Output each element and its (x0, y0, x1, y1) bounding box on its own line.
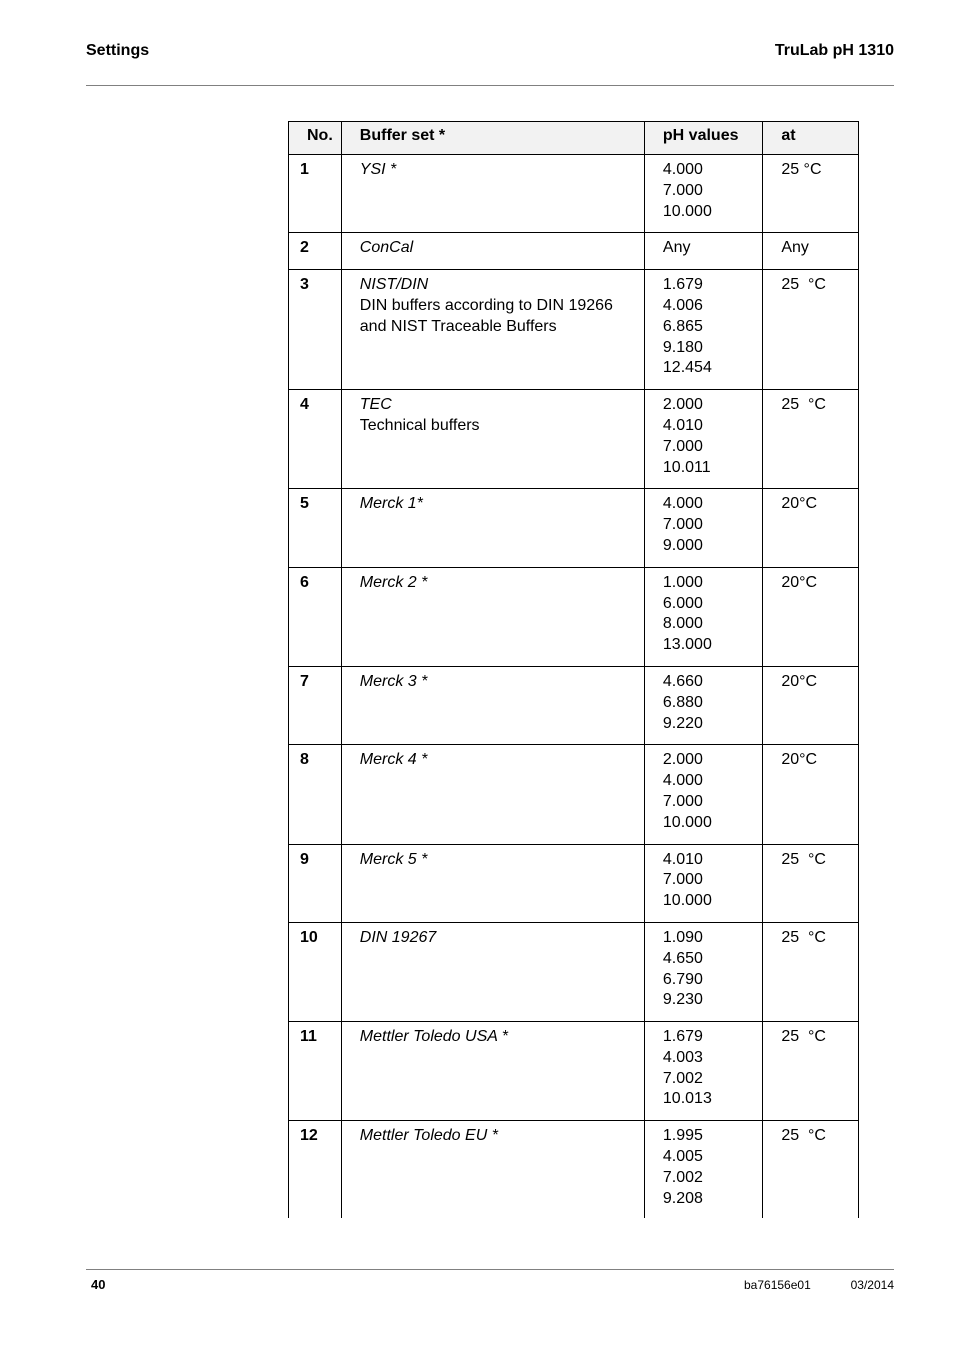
temperature-cell: 25 °C (763, 1121, 859, 1219)
table-row (289, 390, 859, 489)
buffer-set-name: Merck 2 * (359, 573, 428, 591)
ph-value: 1.995 (662, 1127, 703, 1145)
ph-value: 9.000 (662, 536, 703, 554)
ph-value: 7.000 (662, 516, 703, 534)
buffer-set-description: DIN buffers according to DIN 19266 and NIST Traceable Buffers (359, 296, 613, 335)
temperature-cell: 25 °C (763, 922, 859, 1021)
ph-value: 4.000 (662, 495, 703, 513)
page-header (86, 42, 894, 62)
header-divider (86, 85, 894, 86)
ph-value: Any (662, 239, 691, 257)
ph-value: 6.865 (662, 317, 703, 335)
ph-value: 4.000 (662, 161, 703, 178)
row-number: 8 (289, 745, 342, 844)
ph-value: 6.000 (662, 594, 703, 612)
ph-value: 7.000 (662, 792, 703, 810)
column-header-ph-values: pH values (644, 122, 762, 155)
ph-values-cell (644, 567, 762, 666)
buffer-set-name: DIN 19267 (359, 928, 437, 946)
buffer-set-cell (341, 155, 644, 233)
buffer-set-table (288, 121, 859, 1218)
table-row (289, 233, 859, 270)
ph-value: 12.454 (662, 359, 712, 377)
buffer-set-description: Technical buffers (359, 416, 480, 434)
buffer-set-cell (341, 1022, 644, 1121)
temperature-cell: 20°C (763, 567, 859, 666)
footer-divider (86, 1269, 894, 1270)
ph-value: 9.208 (662, 1189, 703, 1207)
ph-values-cell (644, 922, 762, 1021)
ph-value: 10.000 (662, 892, 712, 910)
buffer-set-name: TEC (359, 396, 392, 414)
ph-value: 1.000 (662, 573, 703, 591)
ph-value: 4.006 (662, 296, 703, 314)
temperature-cell: 20°C (763, 745, 859, 844)
buffer-set-name: ConCal (359, 239, 414, 257)
document-id: ba76156e01 (744, 1278, 811, 1292)
document-date: 03/2014 (850, 1278, 894, 1292)
temperature-cell: 25 °C (763, 270, 859, 390)
buffer-set-name: Merck 5 * (359, 850, 428, 868)
page-number: 40 (91, 1277, 106, 1292)
table-row (289, 567, 859, 666)
column-header-at: at (763, 122, 859, 155)
table-body (289, 155, 859, 1219)
ph-value: 4.660 (662, 672, 703, 690)
row-number: 10 (289, 922, 342, 1021)
buffer-set-name: YSI * (359, 161, 397, 178)
temperature-cell: 25 °C (763, 390, 859, 489)
row-number: 2 (289, 233, 342, 270)
ph-value: 2.000 (662, 751, 703, 769)
buffer-set-cell (341, 270, 644, 390)
table-row (289, 666, 859, 744)
ph-value: 1.090 (662, 928, 703, 946)
ph-value: 2.000 (662, 396, 703, 414)
ph-value: 7.000 (662, 181, 703, 199)
buffer-set-cell (341, 666, 644, 744)
row-number: 6 (289, 567, 342, 666)
table-row (289, 745, 859, 844)
buffer-set-name: Merck 4 * (359, 751, 428, 769)
ph-value: 10.000 (662, 813, 712, 831)
row-number: 11 (289, 1022, 342, 1121)
ph-value: 9.220 (662, 714, 703, 732)
ph-values-cell (644, 233, 762, 270)
row-number: 12 (289, 1121, 342, 1219)
ph-value: 9.230 (662, 991, 703, 1009)
section-title: Settings (86, 42, 150, 59)
table-row (289, 489, 859, 567)
ph-values-cell (644, 1022, 762, 1121)
buffer-set-name: NIST/DIN (359, 276, 429, 294)
ph-value: 10.000 (662, 202, 712, 220)
row-number: 9 (289, 844, 342, 922)
ph-value: 7.002 (662, 1168, 703, 1186)
ph-value: 9.180 (662, 338, 703, 356)
ph-values-cell (644, 489, 762, 567)
table-header-row (289, 122, 859, 155)
buffer-set-cell (341, 844, 644, 922)
row-number: 5 (289, 489, 342, 567)
table-row (289, 155, 859, 233)
buffer-set-name: Mettler Toledo USA * (359, 1028, 508, 1046)
ph-value: 1.679 (662, 1028, 703, 1046)
table-row (289, 1022, 859, 1121)
ph-value: 1.679 (662, 276, 703, 294)
ph-value: 6.790 (662, 970, 703, 988)
ph-values-cell (644, 1121, 762, 1219)
buffer-set-cell (341, 390, 644, 489)
ph-value: 4.010 (662, 850, 703, 868)
ph-value: 4.010 (662, 416, 703, 434)
row-number: 3 (289, 270, 342, 390)
column-header-buffer-set: Buffer set * (341, 122, 644, 155)
table-row (289, 1121, 859, 1219)
buffer-set-name: Merck 1* (359, 495, 423, 513)
table-row (289, 270, 859, 390)
column-header-no: No. (289, 122, 342, 155)
buffer-set-cell (341, 489, 644, 567)
row-number: 1 (289, 155, 342, 233)
table-row (289, 844, 859, 922)
buffer-set-cell (341, 745, 644, 844)
row-number: 7 (289, 666, 342, 744)
temperature-cell: 20°C (763, 489, 859, 567)
buffer-set-name: Merck 3 * (359, 672, 428, 690)
ph-value: 4.003 (662, 1048, 703, 1066)
ph-value: 13.000 (662, 636, 712, 654)
temperature-cell: 25 °C (763, 1022, 859, 1121)
ph-values-cell (644, 745, 762, 844)
temperature-cell: 25 °C (763, 155, 859, 233)
ph-values-cell (644, 390, 762, 489)
table-row (289, 922, 859, 1021)
ph-value: 7.000 (662, 437, 703, 455)
ph-value: 4.005 (662, 1148, 703, 1166)
row-number: 4 (289, 390, 342, 489)
ph-values-cell (644, 155, 762, 233)
temperature-cell: Any (763, 233, 859, 270)
buffer-set-cell (341, 567, 644, 666)
ph-value: 7.000 (662, 871, 703, 889)
ph-values-cell (644, 844, 762, 922)
ph-value: 7.002 (662, 1069, 703, 1087)
temperature-cell: 20°C (763, 666, 859, 744)
ph-value: 10.011 (662, 458, 711, 476)
temperature-cell: 25 °C (763, 844, 859, 922)
ph-values-cell (644, 666, 762, 744)
ph-value: 6.880 (662, 693, 703, 711)
ph-value: 4.000 (662, 772, 703, 790)
buffer-set-name: Mettler Toledo EU * (359, 1127, 498, 1145)
ph-value: 10.013 (662, 1090, 712, 1108)
buffer-set-cell (341, 233, 644, 270)
ph-value: 4.650 (662, 949, 703, 967)
buffer-set-cell (341, 922, 644, 1021)
ph-values-cell (644, 270, 762, 390)
product-name: TruLab pH 1310 (774, 42, 894, 59)
ph-value: 8.000 (662, 615, 703, 633)
buffer-set-cell (341, 1121, 644, 1219)
